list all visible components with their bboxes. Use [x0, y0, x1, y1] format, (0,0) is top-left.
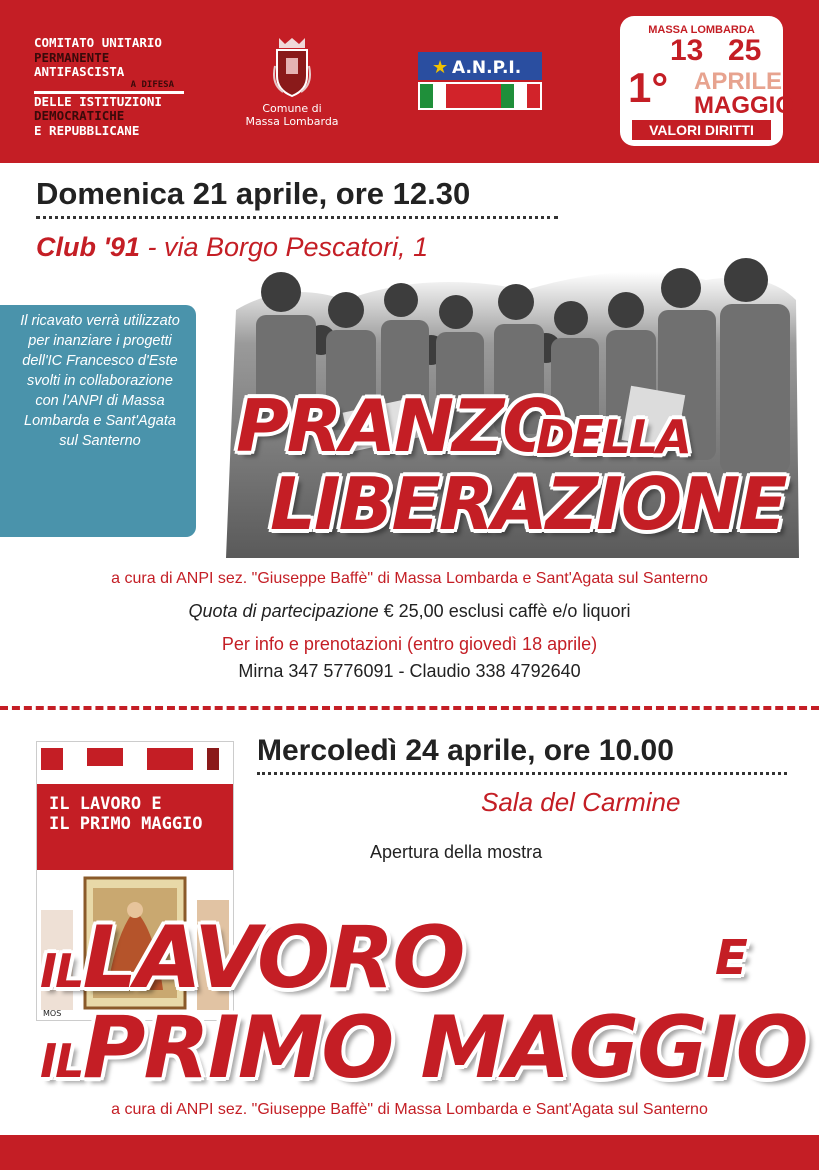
event1-title-pranzo: PRANZO	[236, 384, 562, 468]
poster-title-line: IL PRIMO MAGGIO	[49, 814, 203, 834]
coat-of-arms-icon	[273, 36, 311, 98]
anpi-logo	[418, 52, 542, 110]
poster-title	[37, 784, 233, 870]
event2-title-il: IL	[40, 1034, 83, 1088]
event2-date-underline	[257, 772, 787, 775]
badge-day-2: 25	[728, 34, 762, 67]
event1-booking-info: Per info e prenotazioni (entro giovedì 18 aprile)	[221, 634, 598, 654]
event1-price-label: Quota di partecipazione	[188, 601, 379, 621]
event1-venue-address: - via Borgo Pescatori, 1	[139, 232, 429, 262]
event1-title-della: DELLA	[536, 410, 690, 464]
star-icon: ★	[432, 57, 449, 78]
footer-band	[0, 1135, 819, 1170]
date-badge	[620, 16, 794, 146]
event2-description: Apertura della mostra	[370, 842, 543, 862]
proceeds-info-text: Il ricavato verrà utilizzato per inanziare i progetti dell'IC Francesco d'Este svolti in collaborazione con l'ANPI di Massa Lombarda e Sant'Agata sul Santerno	[20, 313, 180, 449]
comitato-logo	[34, 35, 184, 138]
comitato-line: PERMANENTE	[34, 49, 110, 65]
event1-price	[0, 601, 819, 622]
poster-title-line: IL LAVORO E	[49, 794, 162, 814]
comune-logo	[232, 36, 352, 136]
event1-title-liberazione: LIBERAZIONE	[270, 462, 786, 546]
comitato-line: DEMOCRATICHE	[34, 108, 125, 123]
event1-date: Domenica 21 aprile, ore 12.30	[36, 176, 471, 211]
badge-slogan: VALORI DIRITTI	[632, 120, 771, 140]
badge-day-1: 13	[670, 34, 704, 67]
comitato-line: E REPUBBLICANE	[34, 122, 140, 138]
section-separator	[0, 706, 819, 710]
event2-title-il: IL	[40, 944, 83, 998]
event2-title-primo-maggio: PRIMO MAGGIO	[82, 998, 807, 1098]
event1-organizer: a cura di ANPI sez. "Giuseppe Baffè" di Massa Lombarda e Sant'Agata sul Santerno	[111, 570, 708, 587]
poster-caption: MOS	[43, 1009, 62, 1018]
event2-title-line2	[40, 1000, 807, 1109]
event2-venue: Sala del Carmine	[481, 787, 681, 817]
comune-label: Comune di	[262, 102, 322, 115]
comitato-line: A DIFESA	[130, 79, 174, 90]
event1-contacts: Mirna 347 5776091 - Claudio 338 4792640	[238, 661, 581, 681]
event2-organizer: a cura di ANPI sez. "Giuseppe Baffè" di Massa Lombarda e Sant'Agata sul Santerno	[111, 1101, 708, 1118]
event1-price-value: € 25,00 esclusi caffè e/o liquori	[378, 601, 631, 621]
badge-month-1: APRILE	[694, 68, 783, 95]
comitato-line: ANTIFASCISTA	[34, 64, 125, 79]
event2-title-e: E	[715, 930, 746, 986]
comune-label: Massa Lombarda	[245, 115, 339, 128]
event1-date-underline	[36, 216, 558, 219]
event2-date: Mercoledì 24 aprile, ore 10.00	[257, 734, 674, 767]
event1-venue-name: Club '91	[36, 232, 140, 262]
event2-title-lavoro: LAVORO	[82, 908, 464, 1008]
badge-city: MASSA LOMBARDA	[648, 24, 755, 36]
badge-month-2: MAGGIO	[694, 92, 794, 119]
badge-ordinal: 1°	[628, 64, 669, 111]
proceeds-info-box	[0, 305, 196, 537]
anpi-text: A.N.P.I.	[452, 58, 522, 78]
comitato-line: DELLE ISTITUZIONI	[34, 93, 162, 109]
comitato-line: COMITATO UNITARIO	[34, 35, 162, 50]
